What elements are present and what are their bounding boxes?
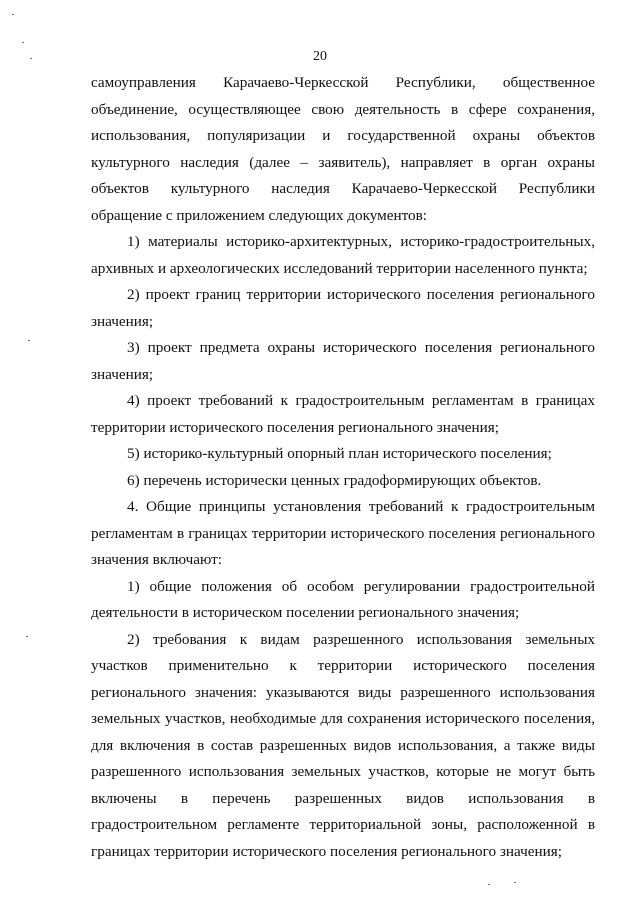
scan-artifact <box>28 340 30 341</box>
document-body <box>91 70 595 865</box>
list-item-boundaries: 2) проект границ территории исторического поселения регионального значения; <box>91 286 595 330</box>
list-item-general-provisions: 1) общие положения об особом регулировании градостроительной деятельности в историческом поселении регионального значения; <box>91 577 595 621</box>
scan-artifact <box>26 636 28 637</box>
scan-artifact <box>488 884 490 885</box>
scan-artifact <box>22 42 24 43</box>
section-4-heading: 4. Общие принципы установления требований к градостроительным регламентам в границах территории исторического поселения регионального значения включают: <box>91 498 595 568</box>
page-number: 20 <box>313 49 327 64</box>
list-item-requirements: 4) проект требований к градостроительным регламентам в границах территории исторического поселения регионального значения; <box>91 392 595 436</box>
list-item-valuable-objects: 6) перечень исторически ценных градоформирующих объектов. <box>127 471 542 489</box>
paragraph-intro: самоуправления Карачаево-Черкесской Республики, общественное объединение, осуществляющее свою деятельность в сфере сохранения, использования, популяризации и государственной охраны объектов культурного наследия (далее – заявитель), направляет в орган охраны объектов культурного наследия Карачаево-Черкесской Республики обращение с приложением следующих документов: <box>91 74 595 224</box>
list-item-protection-subject: 3) проект предмета охраны исторического поселения регионального значения; <box>91 339 595 383</box>
list-item-materials: 1) материалы историко-архитектурных, историко-градостроительных, архивных и археологических исследований территории населенного пункта; <box>91 233 595 277</box>
scan-artifact <box>12 14 14 15</box>
scan-artifact <box>30 58 32 59</box>
list-item-reference-plan: 5) историко-культурный опорный план исторического поселения; <box>127 445 552 462</box>
list-item-land-use-requirements: 2) требования к видам разрешенного использования земельных участков применительно к территории исторического поселения регионального значения: указываются виды разрешенного использования земельных участков, необходимые для сохранения исторического поселения, для включения в состав разрешенных видов использования, а также виды разрешенного использования земельных участков, которые не могут быть включены в перечень разрешенных видов использования в градостроительном регламенте территориальной зоны, расположенной в границах территории исторического поселения регионального значения; <box>91 630 595 860</box>
scan-artifact <box>514 882 516 883</box>
